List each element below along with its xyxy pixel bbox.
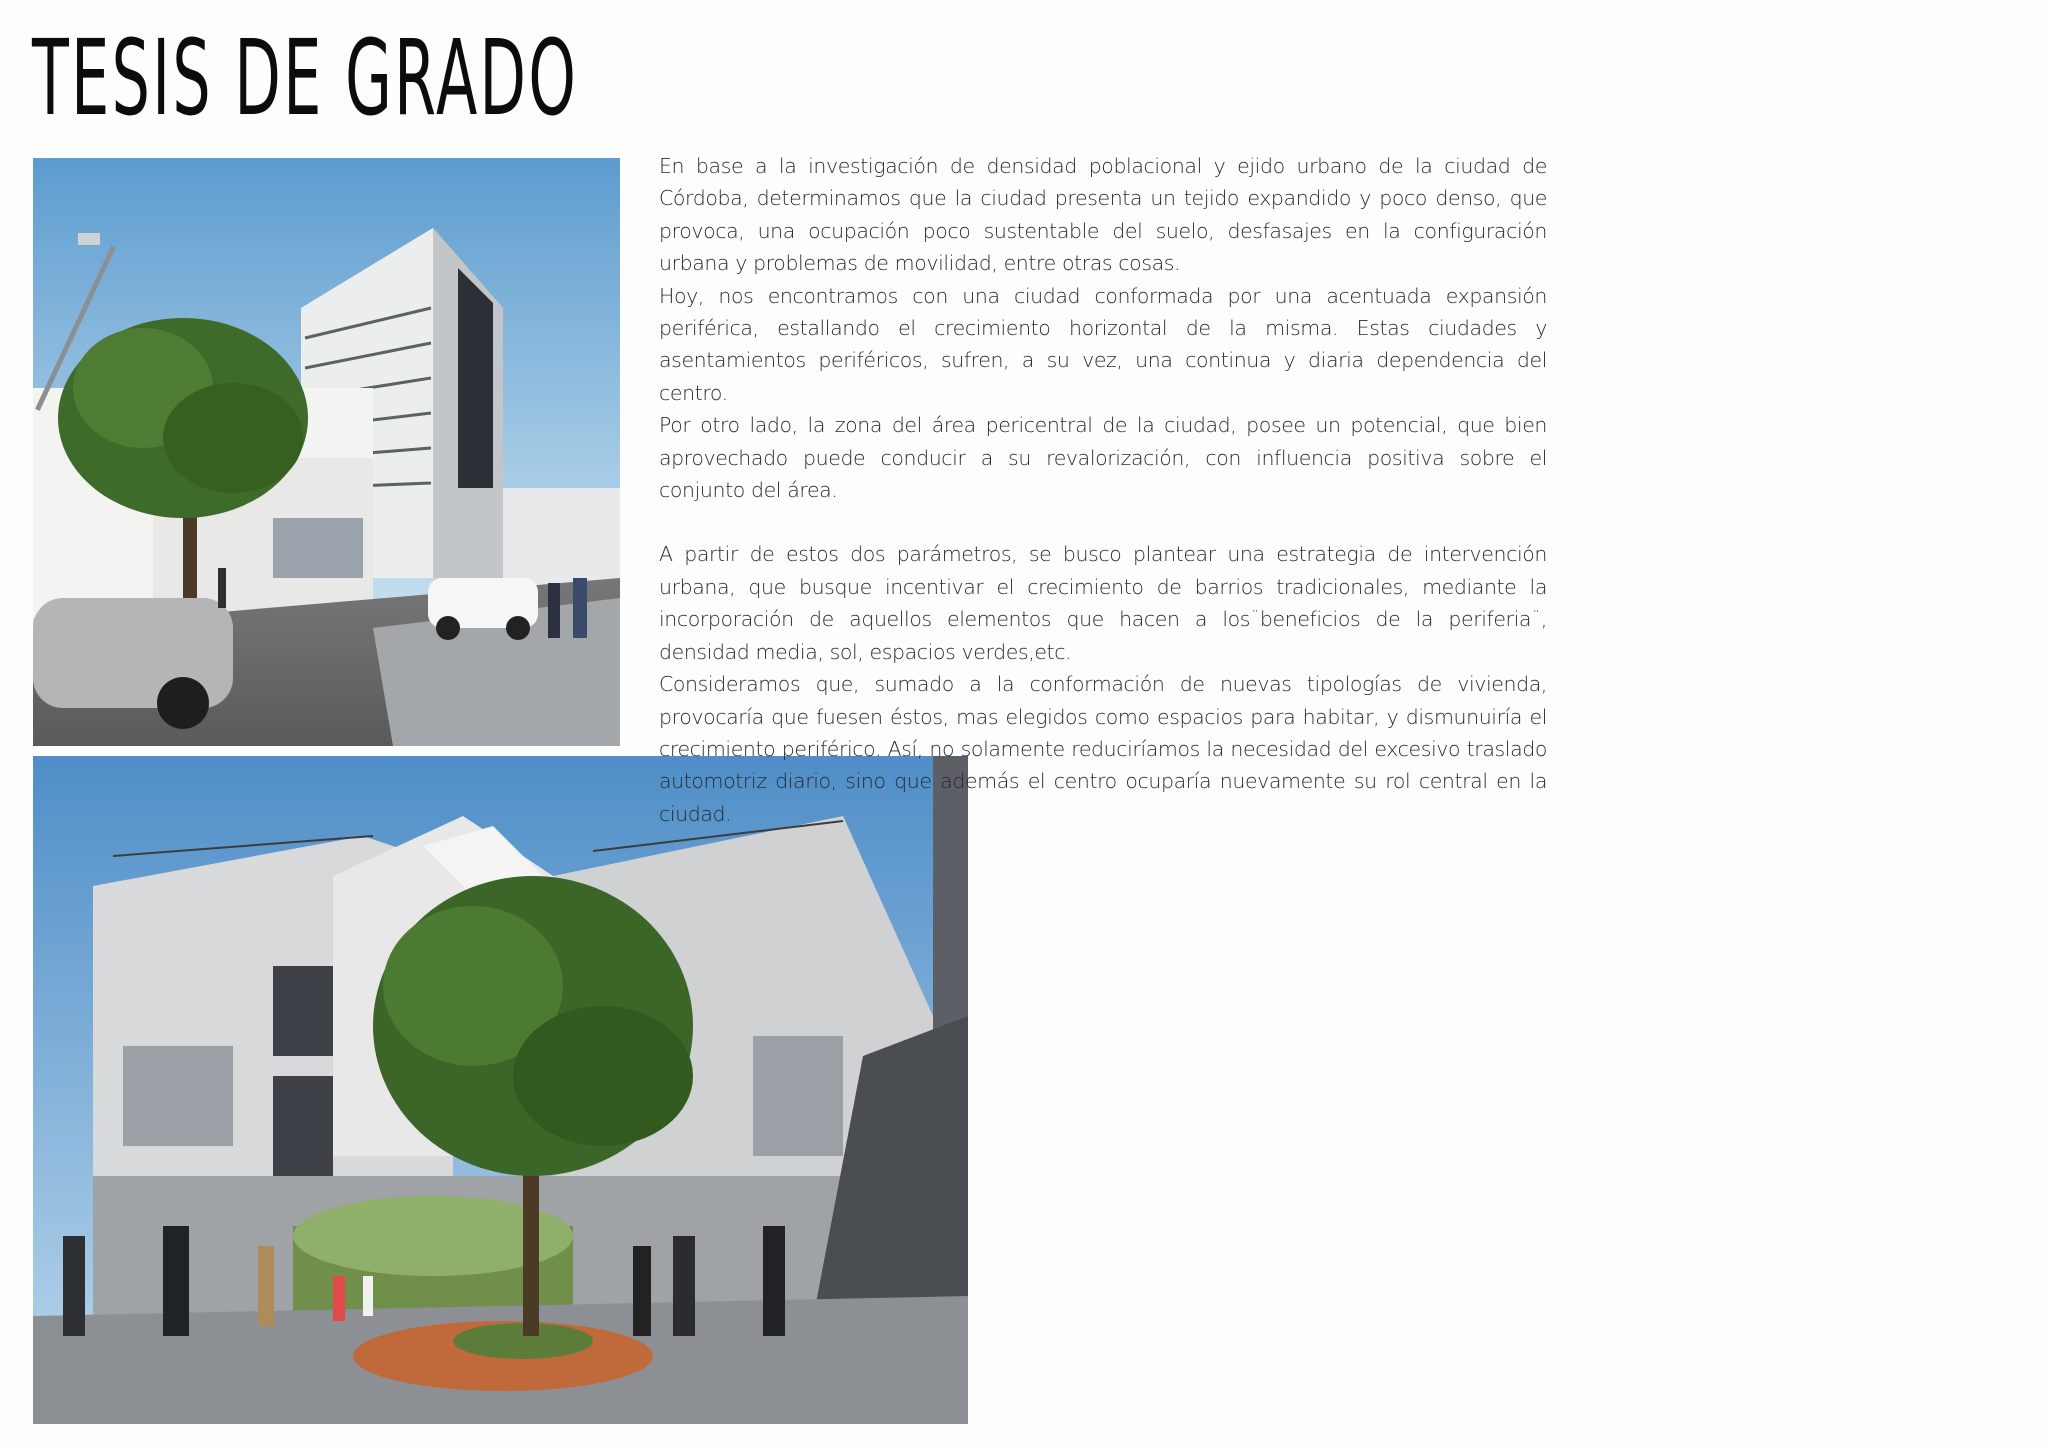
paragraph-pericentral: Por otro lado, la zona del área pericentral de la ciudad, posee un potencial, que bien aprovechado puede conducir a su revalorización, con influencia positiva sobre el conjunto del área. (659, 413, 1547, 503)
thesis-description (659, 150, 1547, 830)
courtyard-render-image (33, 756, 968, 1424)
paragraph-conclusion: Consideramos que, sumado a la conformación de nuevas tipologías de vivienda, provocaría que fuesen éstos, mas elegidos como espacios para habitar, y dismunuiría el crecimiento periférico. Así, no solamente reduciríamos la necesidad del excesivo traslado automotriz diario, sino que además el centro ocuparía nuevamente su rol central en la ciudad. (659, 672, 1547, 826)
paragraph-intro: En base a la investigación de densidad poblacional y ejido urbano de la ciudad de Córdoba, determinamos que la ciudad presenta un tejido expandido y poco denso, que provoca, una ocupación poco sustentable del suelo, desfasajes en la configuración urbana y problemas de movilidad, entre otras cosas. (659, 154, 1547, 276)
paragraph-strategy: A partir de estos dos parámetros, se busco plantear una estrategia de intervención urbana, que busque incentivar el crecimiento de barrios tradicionales, mediante la incorporación de aquellos elementos que hacen a los¨beneficios de la periferia¨, densidad media, sol, espacios verdes,etc. (659, 542, 1547, 664)
paragraph-expansion: Hoy, nos encontramos con una ciudad conformada por una acentuada expansión periférica, estallando el crecimiento horizontal de la misma. Estas ciudades y asentamientos periféricos, sufren, a su vez, una continua y diaria dependencia del centro. (659, 283, 1547, 405)
page-title: TESIS DE GRADO (32, 17, 579, 139)
street-render-image (33, 158, 620, 746)
paragraph-gap (659, 506, 1547, 538)
